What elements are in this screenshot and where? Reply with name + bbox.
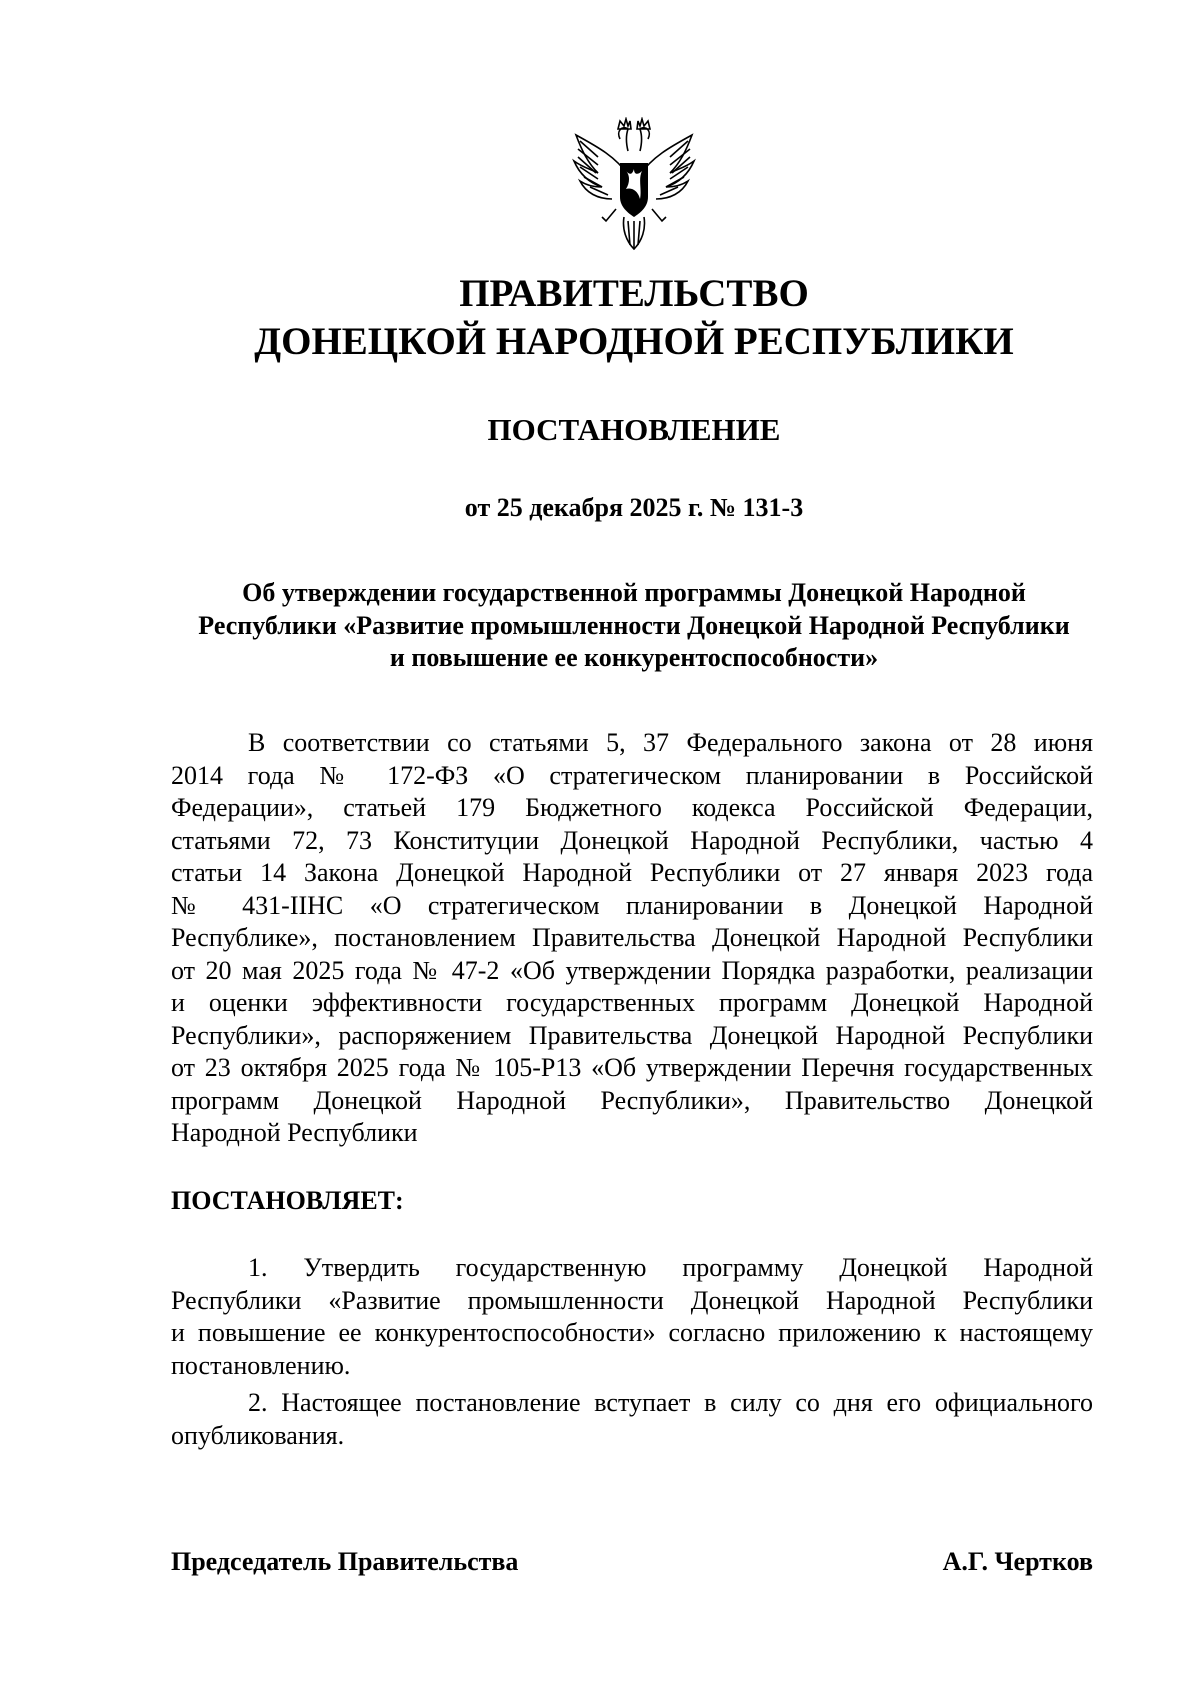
signatory-title: Председатель Правительства [171, 1547, 519, 1576]
text-line: и оценки эффективности государственных программ Донецкой Народной [171, 988, 1093, 1017]
text-line: программ Донецкой Народной Республики», Правительство Донецкой [171, 1085, 1093, 1115]
document-date-number: от 25 декабря 2025 г. № 131-3 [464, 493, 804, 522]
subject-line: Об утверждении государственной программы Донецкой Народной [242, 578, 1026, 607]
text-line: статьями 72, 73 Конституции Донецкой Народной Республики, частью 4 [171, 825, 1093, 855]
text-line: Федерации», статьей 179 Бюджетного кодекса Российской Федерации, [171, 793, 1093, 822]
preamble-paragraph [171, 727, 1093, 1150]
text-line: статьи 14 Закона Донецкой Народной Республики от 27 января 2023 года [171, 858, 1093, 887]
government-title-line-1: ПРАВИТЕЛЬСТВО [459, 272, 809, 315]
decree-item-1 [171, 1252, 1093, 1382]
text-line: от 23 октября 2025 года № 105-Р13 «Об утверждении Перечня государственных [171, 1053, 1093, 1082]
text-line: Республики», распоряжением Правительства Донецкой Народной Республики [171, 1020, 1093, 1050]
document-type: ПОСТАНОВЛЕНИЕ [487, 412, 781, 447]
subject-line: и повышение ее конкурентоспособности» [389, 643, 879, 672]
decree-item-2 [171, 1387, 1093, 1452]
text-line: опубликования. [171, 1420, 345, 1450]
text-line: от 20 мая 2025 года № 47-2 «Об утверждении Порядка разработки, реализации [171, 955, 1093, 985]
text-line: № 431-IIНС «О стратегическом планировании в Донецкой Народной [171, 890, 1093, 920]
text-line: 2. Настоящее постановление вступает в силу со дня его официального [248, 1388, 1093, 1417]
text-line: постановлению. [171, 1350, 351, 1380]
text-line: В соответствии со статьями 5, 37 Федерального закона от 28 июня [248, 728, 1093, 757]
text-line: 1. Утвердить государственную программу Донецкой Народной [248, 1253, 1093, 1282]
text-line: и повышение ее конкурентоспособности» согласно приложению к настоящему [171, 1318, 1093, 1347]
signatory-name: А.Г. Чертков [942, 1547, 1093, 1576]
document-subject [170, 577, 1098, 675]
decrees-label: ПОСТАНОВЛЯЕТ: [171, 1186, 404, 1215]
government-title-line-2: ДОНЕЦКОЙ НАРОДНОЙ РЕСПУБЛИКИ [254, 320, 1014, 363]
coat-of-arms-icon [568, 117, 700, 257]
text-line: Народной Республики [171, 1118, 418, 1147]
subject-line: Республики «Развитие промышленности Донецкой Народной Республики [198, 610, 1070, 640]
text-line: 2014 года № 172-ФЗ «О стратегическом планировании в Российской [171, 760, 1093, 790]
text-line: Республике», постановлением Правительства Донецкой Народной Республики [171, 923, 1093, 952]
text-line: Республики «Развитие промышленности Донецкой Народной Республики [171, 1285, 1093, 1315]
